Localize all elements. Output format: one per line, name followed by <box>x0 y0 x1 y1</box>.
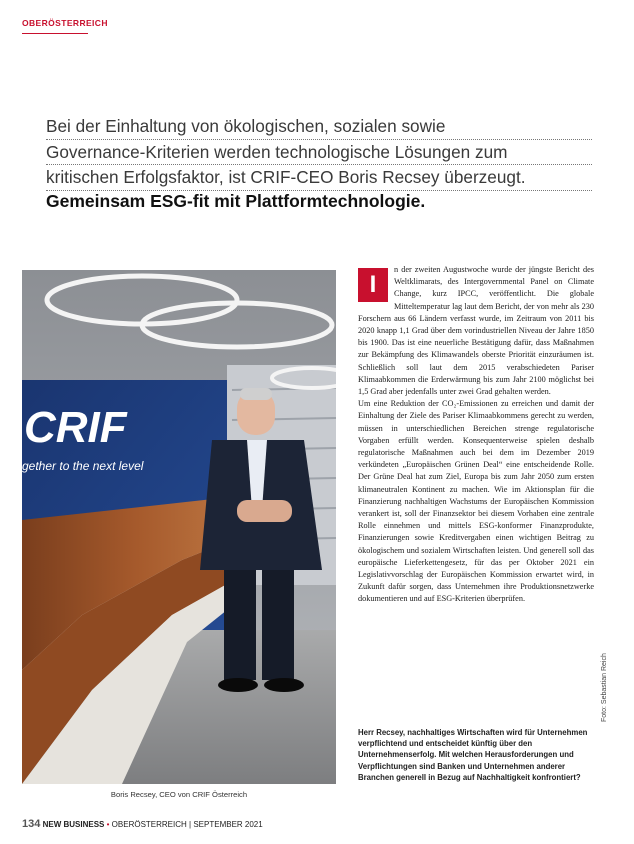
section-label: OBERÖSTERREICH <box>22 18 108 28</box>
photo-credit: Foto: Sebastian Reich <box>601 653 608 722</box>
drop-cap: I <box>358 268 388 302</box>
paragraph-1: n der zweiten Augustwoche wurde der jüngste Bericht des Weltklimarats, des Intergovernmental Panel on Climate Change, kurz IPCC, veröffentlicht. Die globale Mitteltemperatur lag laut dem Bericht, der von mehr als 230 Forschern aus 66 Ländern verfasst wurde, im Zeitraum von 2011 bis 2020 knapp 1,1 Grad über dem vorindustriellen Niveau der Jahre 1850 bis 1900. Das ist eine neuerliche Bestätigung dafür, dass Maßnahmen zur Bekämpfung des Klimawandels oberste Priorität einzuräumen ist. Schließlich soll laut dem 2015 verabschiedeten Pariser Klimaabkommen die Erderwärmung bis zum Jahr 2100 möglichst bei 1,5 Grad aber jedenfalls unter zwei Grad gehalten werden. <box>358 265 594 397</box>
lead-line-3: kritischen Erfolgsfaktor, ist CRIF-CEO Boris Recsey überzeugt. <box>46 165 592 191</box>
section-rule <box>22 33 88 34</box>
footer-separator: | <box>189 820 192 829</box>
paragraph-2: Um eine Reduktion der CO₂-Emissionen zu erreichen und damit der Einhaltung der Ziele des Pariser Klimaabkommens gerecht zu werden, müssen in unterschiedlichen Bereichen strenge regulatorische Vorgaben erfüllt werden. Konsequenterweise spielen deshalb regulatorische Maßnahmen auch bei dem im Dezember 2019 verkündeten „Europäischen Grünen Deal“ eine entscheidende Rolle. Der Grüne Deal hat zum Ziel, Europa bis zum Jahr 2050 zum ersten klimaneutralen Kontinent zu machen. Wie im Aktionsplan für die Finanzierung nachhaltigen Wachstums der Europäischen Kommission verankert ist, soll der Finanzsektor bei diesem Vorhaben eine zentrale Rolle einnehmen und mittels ESG-konformer Finanzprodukte, Finanzierungen sowie Kreditvergaben einen wichtigen Beitrag zu ökologischem und sozialem Wirtschaften leisten. Und generell soll das europäische Lieferkettengesetz, für das per Oktober 2021 ein Legislativvorschlag der Europäischen Kommission erwartet wird, in Zukunft dafür sorgen, dass Unternehmen ihre Produktionsnetzwerke dokumentieren und auf ESG-Kriterien überprüfen. <box>358 399 594 604</box>
lead-line-2: Governance-Kriterien werden technologische Lösungen zum <box>46 140 592 166</box>
issue-date: SEPTEMBER 2021 <box>193 820 263 829</box>
article-headline: Gemeinsam ESG-fit mit Plattformtechnologie. <box>46 191 426 211</box>
crif-logo: CRIF <box>24 403 127 452</box>
photo-illustration <box>22 270 336 784</box>
footer-region: OBERÖSTERREICH <box>111 820 187 829</box>
page-number: 134 <box>22 818 41 830</box>
magazine-name: NEW BUSINESS <box>42 820 105 829</box>
footer-bullet: • <box>106 820 110 829</box>
photo-caption: Boris Recsey, CEO von CRIF Österreich <box>110 790 248 799</box>
portrait-photo <box>22 270 336 784</box>
lead-text <box>46 114 592 191</box>
article-body <box>358 264 594 606</box>
crif-slogan: gether to the next level <box>22 459 144 473</box>
page-footer <box>22 818 263 830</box>
lead-line-1: Bei der Einhaltung von ökologischen, sozialen sowie <box>46 114 592 140</box>
interview-question: Herr Recsey, nachhaltiges Wirtschaften wird für Unternehmen verpflichtend und entscheidet künftig über den Unternehmenserfolg. Mit welchen Herausforderungen und Verpflichtungen sind Banken und Unternehmen anderer Branchen generell in Bezug auf Nachhaltigkeit konfrontiert? <box>358 728 588 782</box>
